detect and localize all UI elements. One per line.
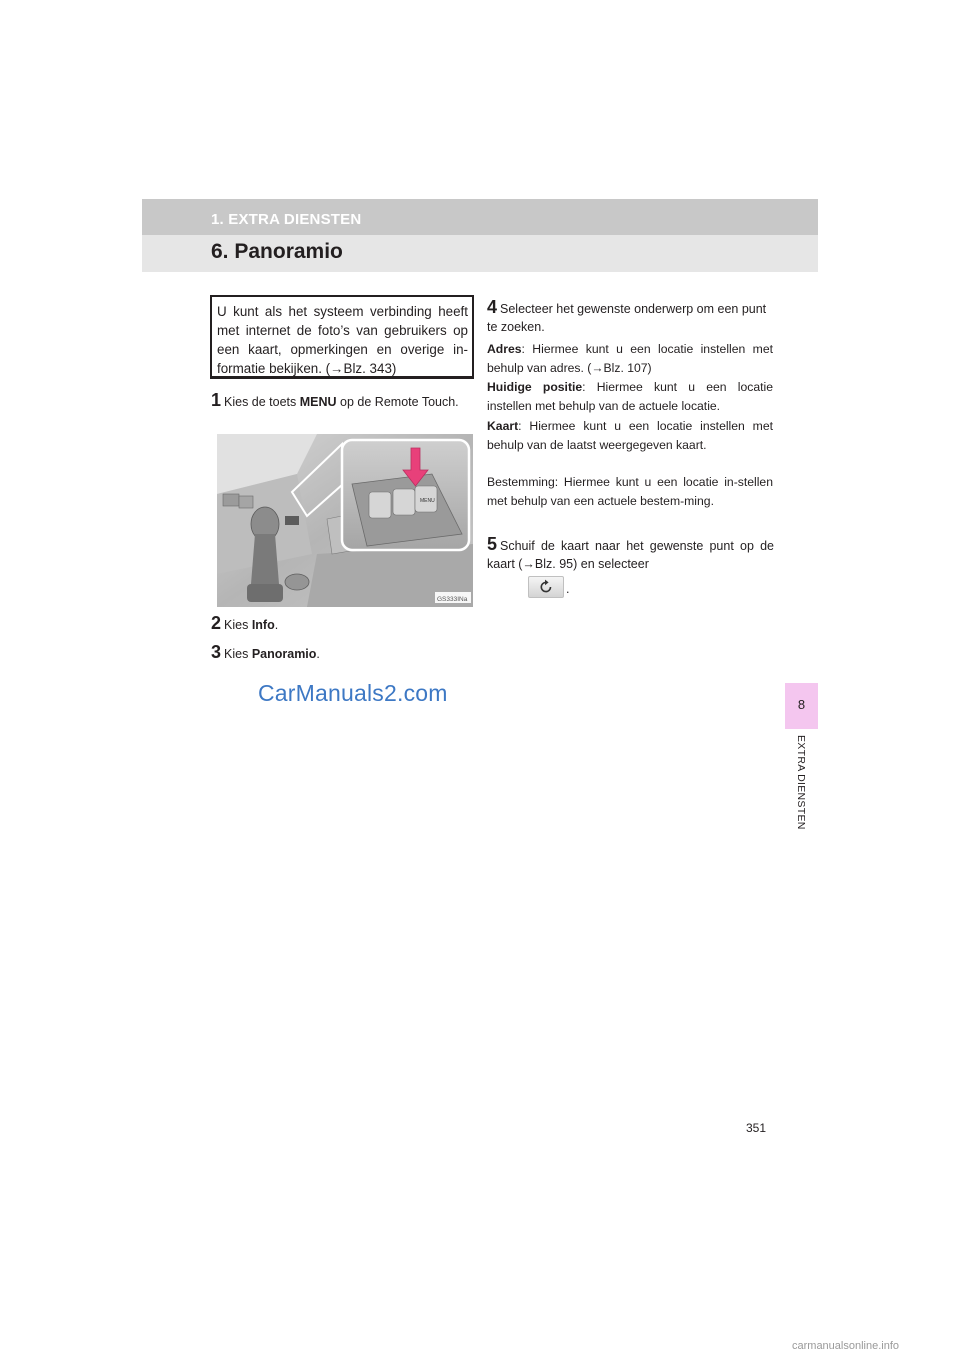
- chapter-tab: [785, 683, 818, 729]
- page-number: 351: [746, 1121, 767, 1135]
- refresh-button[interactable]: [528, 576, 564, 598]
- option-huidige-positie: Huidige positie: Hiermee kunt u een locatie instellen met behulp van de actuele locatie.: [487, 380, 773, 413]
- step-3: 3 Kies Panoramio.: [211, 642, 320, 662]
- section-title: 6. Panoramio: [211, 240, 343, 263]
- chapter-side-label-text: EXTRA DIENSTEN: [795, 735, 807, 830]
- option-adres: Adres: Hiermee kunt u een locatie instellen met behulp van adres. (→Blz. 107): [487, 342, 773, 375]
- option-kaart: Kaart: Hiermee kunt u een locatie instellen met behulp van de laatst weergegeven kaart.: [487, 419, 773, 452]
- info-option: Info: [251, 618, 275, 632]
- watermark-logo: CarManuals2.com: [258, 680, 448, 706]
- chapter-tab-number: 8: [797, 697, 806, 712]
- step-2: 2 Kies Info.: [211, 613, 279, 633]
- menu-key-text: MENU: [420, 498, 435, 504]
- refresh-icon: [529, 577, 563, 597]
- panoramio-option: Panoramio: [251, 647, 317, 661]
- chapter-title: 1. EXTRA DIENSTEN: [211, 211, 362, 228]
- step-1: 1 Kies de toets MENU op de Remote Touch.: [211, 390, 459, 410]
- footer-watermark: carmanualsonline.info: [792, 1340, 900, 1352]
- step-4: 4 Selecteer het gewenste onderwerp om een punt te zoeken.: [487, 297, 767, 334]
- step-5: 5 Schuif de kaart naar het gewenste punt op de kaart (→Blz. 95) en selecteer: [487, 534, 774, 571]
- intro-box: U kunt als het systeem verbinding heeft met internet de foto’s van gebruikers op een kaart, opmerkingen en overige in-formatie bekijken. (→Blz. 343): [210, 295, 474, 379]
- remote-touch-photo: [217, 434, 473, 607]
- option-bestemming: Bestemming: Hiermee kunt u een locatie in-stellen met behulp van een actuele bestem-ming.: [487, 475, 773, 508]
- chapter-side-label: [791, 735, 809, 855]
- step-number: 1: [211, 390, 222, 410]
- figure-code: GS333INa: [437, 596, 468, 603]
- step-5-end: .: [566, 582, 570, 596]
- menu-key-label: MENU: [299, 395, 337, 409]
